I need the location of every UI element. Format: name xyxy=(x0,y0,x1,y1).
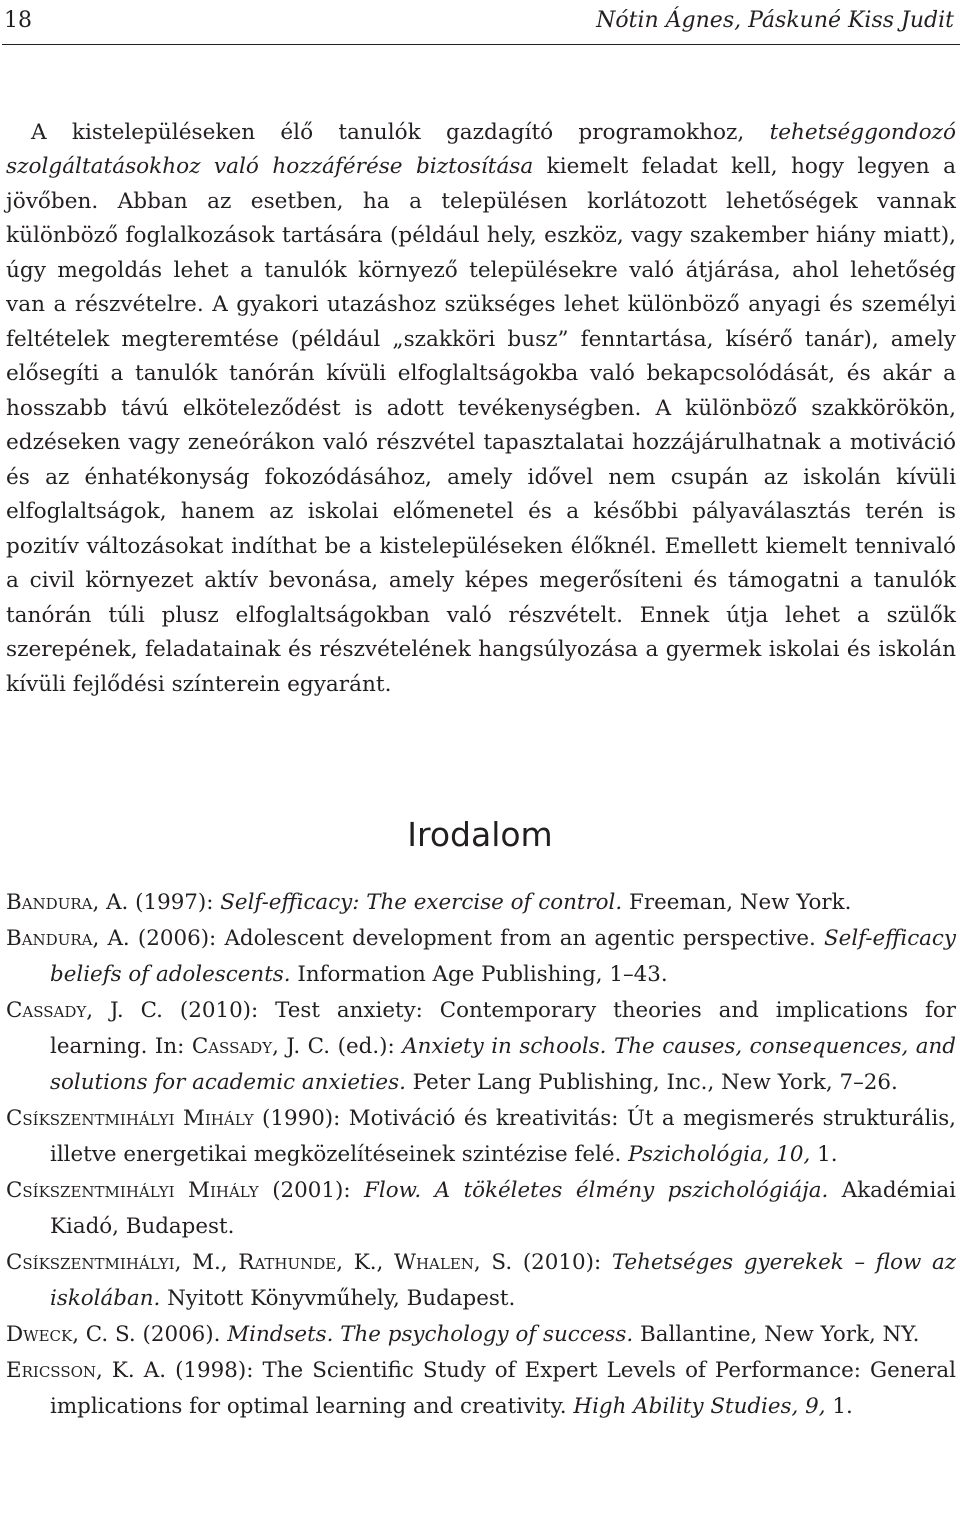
reference-year: (2010): Test anxiety: Contemporary theories and implications for learning. In: xyxy=(50,998,956,1059)
reference-year: (1998): The Scientific Study of Expert Levels of Performance: General implications for optimal learning and creativity. xyxy=(50,1358,957,1419)
reference-editor: Cassady, J. C. xyxy=(191,1034,331,1059)
reference-year: (2010): xyxy=(512,1250,612,1275)
reference-list xyxy=(6,885,956,1425)
reference-item xyxy=(6,885,956,921)
reference-publisher: Freeman, New York. xyxy=(622,890,852,915)
running-head-authors: Nótin Ágnes, Páskuné Kiss Judit xyxy=(596,8,954,33)
reference-author: Csíkszentmihályi, M., Rathunde, K., Whalen, S. xyxy=(6,1250,513,1275)
reference-ed: (ed.): xyxy=(330,1034,403,1059)
body-text-rest: kiemelt feladat kell, hogy legyen a jövőben. Abban az esetben, ha a településen korlátozott lehetőségek vannak különböző foglalkozások tartására (például hely, eszköz, vagy szakember hiány miatt), úgy megoldás lehet a tanulók környező településekre való átjárása, ahol lehetőség van a részvételre. A gyakori utazáshoz szükséges lehet különböző anyagi és személyi feltételek megteremtése (például „szakköri busz” fenntartása, kísérő tanár), amely elősegíti a tanulók tanórán kívüli elfoglaltságokba való bekapcsolódását, és akár a hosszabb távú elköteleződést is adott tevékenységben. A különböző szakkörökön, edzéseken vagy zeneórákon való részvétel tapasztalatai hozzájárulhatnak a motiváció és az énhatékonyság fokozódásához, amely idővel nem csupán az iskolán kívüli elfoglaltságok, hanem az iskolai előmenetel és a későbbi pályaválasztás terén is pozitív változásokat indíthat be a kistelepüléseken élőknél. Emellett kiemelt tennivaló a civil környezet aktív bevonása, amely képes megerősíteni és támogatni a tanulók tanórán túli plusz elfoglaltságokban való részvételt. Ennek útja lehet a szülők szerepének, feladatainak és részvételének hangsúlyozása a gyermek iskolai és iskolán kívüli fejlődési színterein egyaránt. xyxy=(6,154,956,697)
reference-publisher: Ballantine, New York, NY. xyxy=(633,1322,920,1347)
reference-year: (2006): Adolescent development from an agentic perspective. xyxy=(129,926,824,951)
reference-publisher: Nyitott Könyvműhely, Budapest. xyxy=(160,1286,516,1311)
reference-title: Flow. A tökéletes élmény pszichológiája. xyxy=(364,1178,829,1203)
reference-author: Dweck, C. S. xyxy=(6,1322,136,1347)
reference-year: (1990): Motiváció és kreativitás: Út a megismerés strukturális, illetve energetikai megközelítéseinek szintézise felé. xyxy=(50,1106,956,1167)
reference-year: (2006). xyxy=(135,1322,228,1347)
reference-item xyxy=(6,1317,956,1353)
reference-author: Bandura, A. xyxy=(6,926,130,951)
reference-item xyxy=(6,921,956,993)
body-text-italic: tehetséggondozó szolgáltatásokhoz való hozzáférése biztosítása xyxy=(6,119,956,180)
reference-item xyxy=(6,1245,956,1317)
reference-publisher: 1. xyxy=(810,1142,838,1167)
header-rule xyxy=(2,44,960,45)
reference-author: Bandura, A. xyxy=(6,890,129,915)
reference-author: Ericsson, K. A. xyxy=(6,1358,166,1383)
reference-title: High Ability Studies, 9, xyxy=(573,1394,826,1419)
body-text-start: A kistelepüléseken élő tanulók gazdagító programokhoz, xyxy=(31,119,770,145)
reference-author: Cassady, J. C. xyxy=(6,998,163,1023)
reference-publisher: Akadémiai Kiadó, Budapest. xyxy=(50,1178,956,1239)
reference-title: Self-efficacy: The exercise of control. xyxy=(220,890,623,915)
reference-title: Pszichológia, 10, xyxy=(628,1142,811,1167)
body-paragraph xyxy=(6,116,956,703)
reference-year: (2001): xyxy=(258,1178,365,1203)
reference-author: Csíkszentmihályi Mihály xyxy=(6,1106,254,1131)
reference-item xyxy=(6,993,956,1101)
reference-year: (1997): xyxy=(128,890,221,915)
reference-author: Csíkszentmihályi Mihály xyxy=(6,1178,259,1203)
reference-title: Anxiety in schools. The causes, consequences, and solutions for academic anxieties. xyxy=(50,1034,957,1095)
reference-publisher: 1. xyxy=(825,1394,853,1419)
reference-title: Self-efficacy beliefs of adolescents. xyxy=(50,926,956,987)
reference-title: Mindsets. The psychology of success. xyxy=(227,1322,634,1347)
section-heading-irodalom: Irodalom xyxy=(407,815,553,854)
reference-item xyxy=(6,1353,956,1425)
reference-item xyxy=(6,1173,956,1245)
page-number: 18 xyxy=(4,8,32,33)
reference-item xyxy=(6,1101,956,1173)
reference-publisher: Peter Lang Publishing, Inc., New York, 7–26. xyxy=(405,1070,898,1095)
reference-title: Tehetséges gyerekek – flow az iskolában. xyxy=(50,1250,956,1311)
running-header xyxy=(4,6,954,36)
reference-publisher: Information Age Publishing, 1–43. xyxy=(290,962,668,987)
